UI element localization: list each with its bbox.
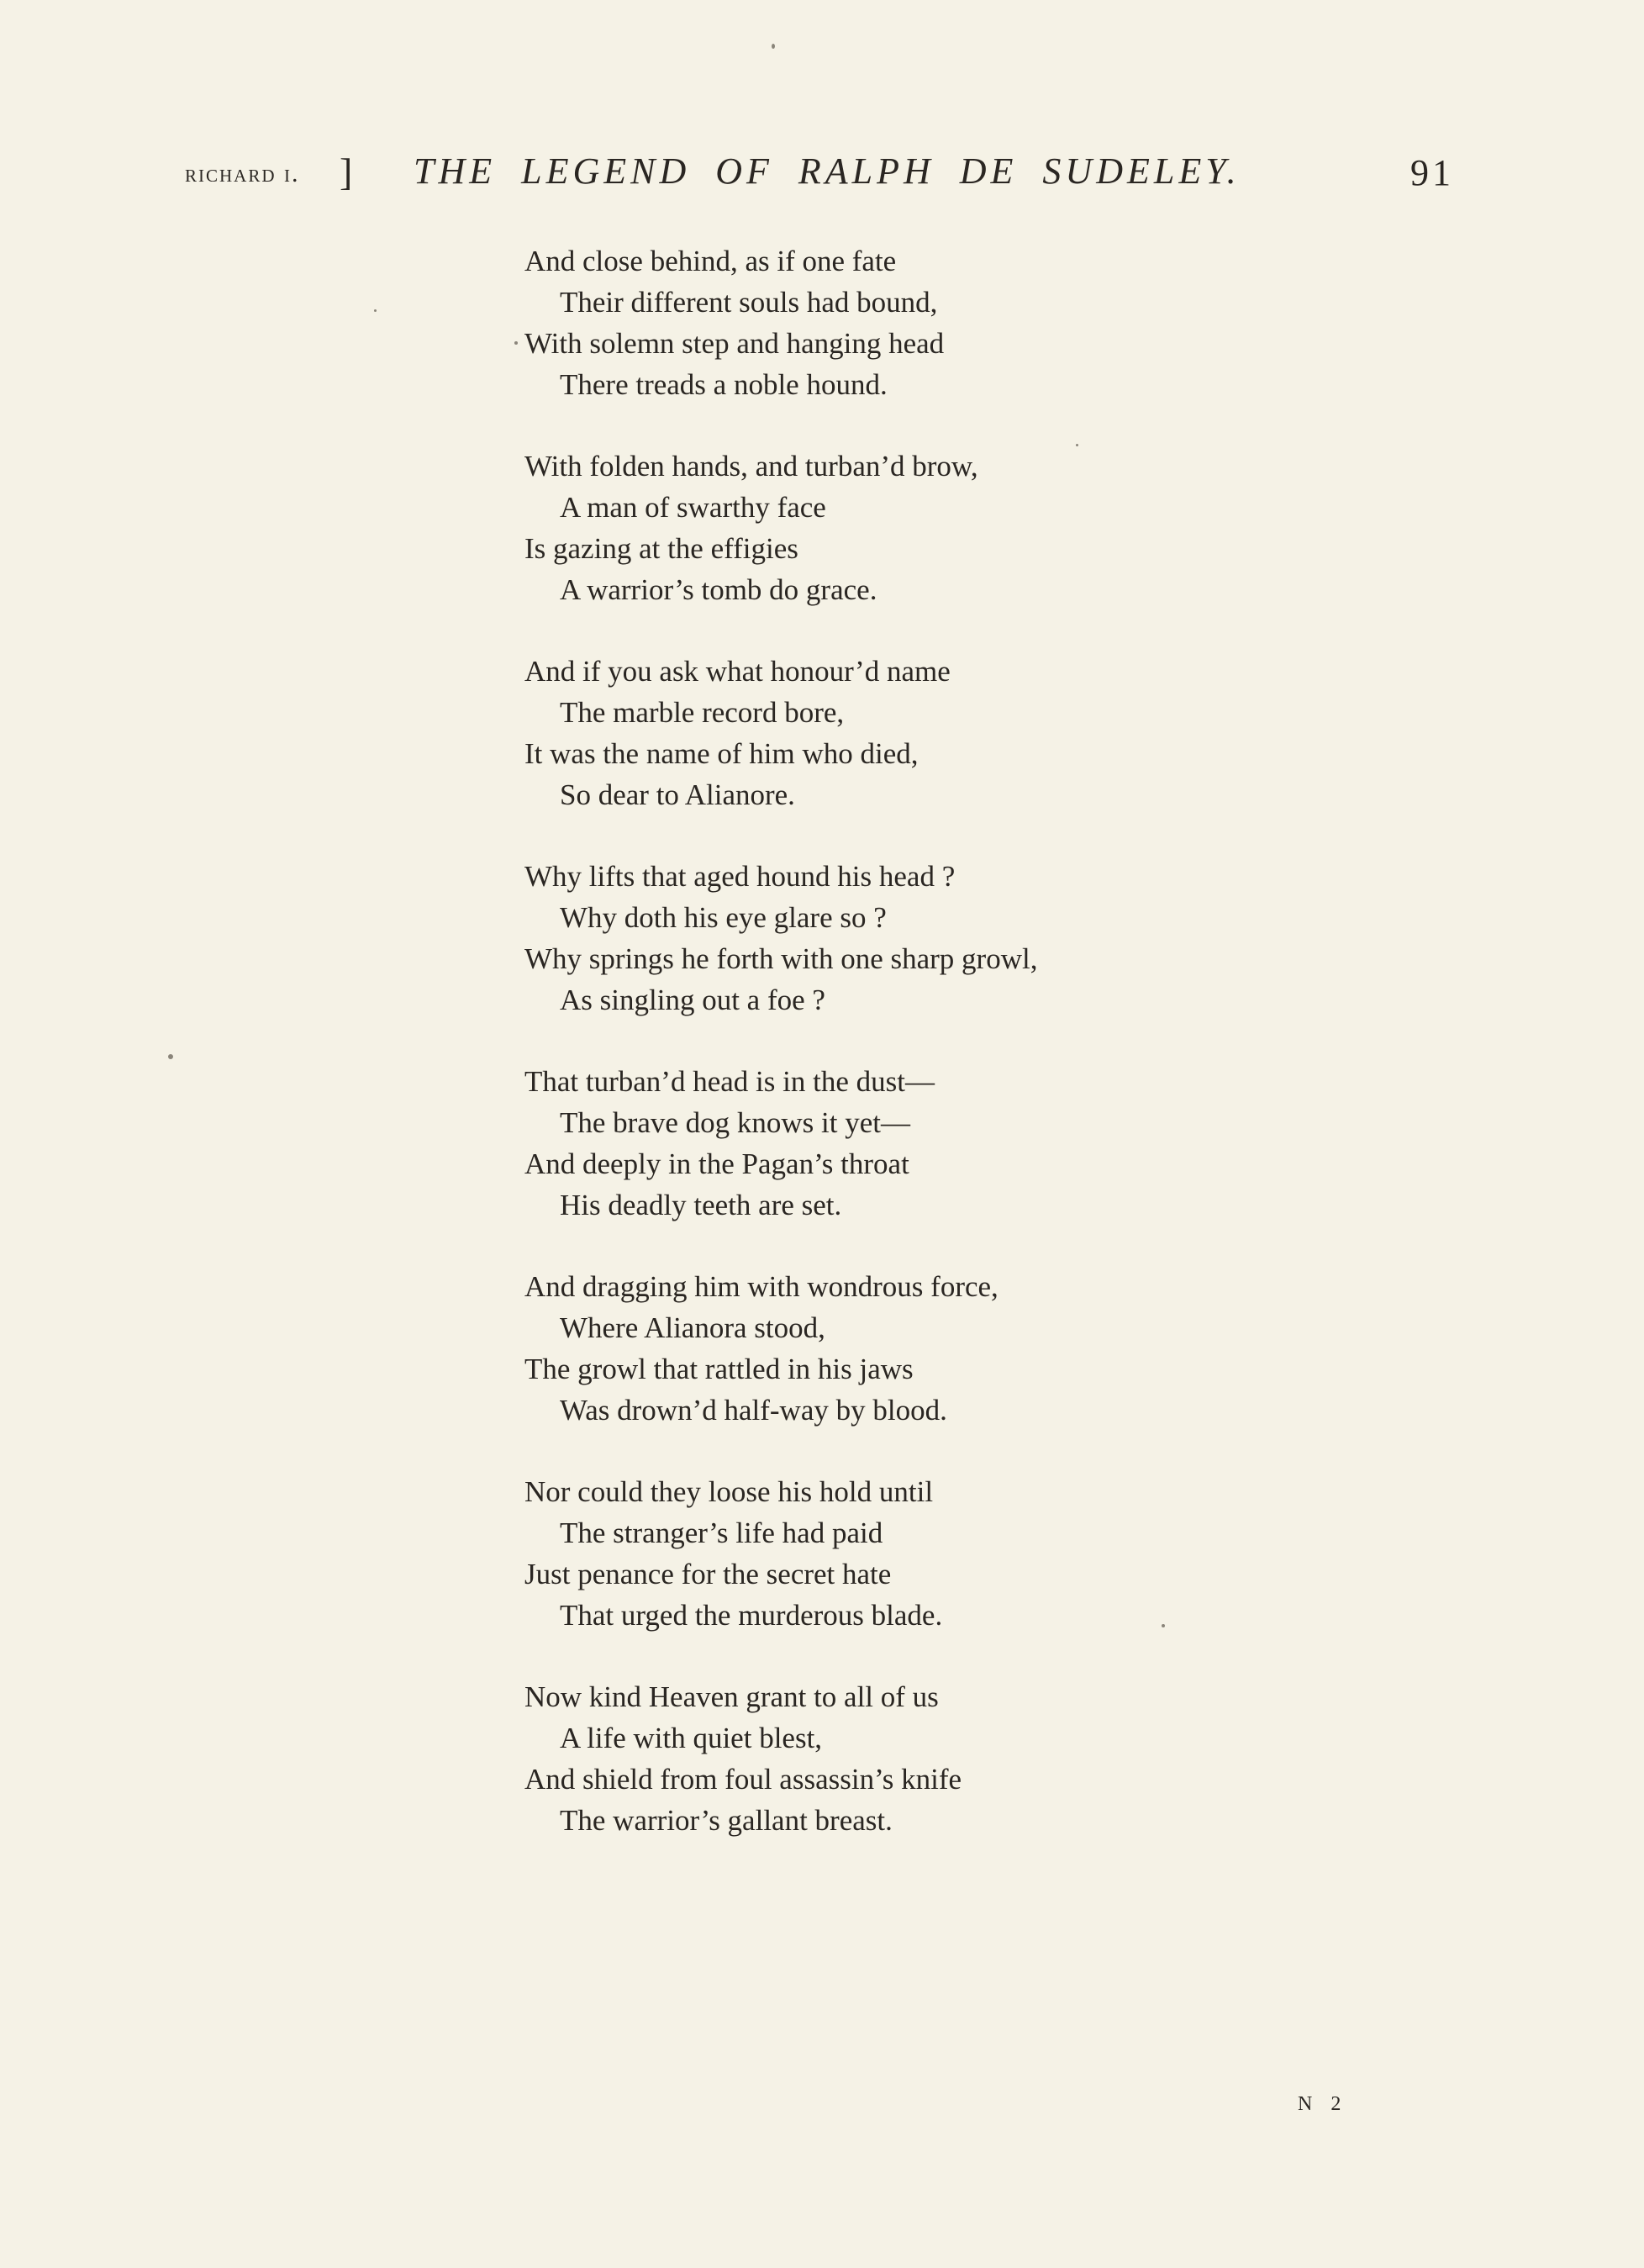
poem-line: Just penance for the secret hate: [524, 1558, 892, 1590]
poem-line: The growl that rattled in his jaws: [524, 1353, 914, 1385]
poem-line: The stranger’s life had paid: [560, 1516, 883, 1549]
poem-line: It was the name of him who died,: [524, 737, 919, 770]
poem-line: Why lifts that aged hound his head ?: [524, 860, 956, 893]
running-head: [0, 150, 1644, 200]
stanza: [524, 446, 1449, 610]
poem-line: The marble record bore,: [560, 696, 845, 729]
poem-line: Their different souls had bound,: [560, 286, 938, 319]
poem-line: And deeply in the Pagan’s throat: [524, 1147, 909, 1180]
poem-line: Was drown’d half-way by blood.: [560, 1394, 947, 1427]
poem-line: And close behind, as if one fate: [524, 245, 897, 277]
print-speck: [514, 341, 518, 345]
stanza: [524, 1471, 1449, 1636]
print-speck: [1162, 1624, 1165, 1627]
print-speck: [1076, 444, 1078, 446]
poem-line: The warrior’s gallant breast.: [560, 1804, 893, 1837]
print-speck: [168, 1054, 173, 1059]
running-head-section: richard i.: [185, 160, 300, 187]
poem-line: With folden hands, and turban’d brow,: [524, 450, 978, 483]
poem-line: Now kind Heaven grant to all of us: [524, 1680, 939, 1713]
poem-line: Nor could they loose his hold until: [524, 1475, 934, 1508]
stanza: [524, 1676, 1449, 1841]
poem-line: His deadly teeth are set.: [560, 1189, 842, 1221]
stanza: [524, 240, 1449, 405]
poem-line: A warrior’s tomb do grace.: [560, 573, 877, 606]
poem-line: So dear to Alianore.: [560, 778, 795, 811]
stanza: [524, 651, 1449, 815]
print-speck: [374, 309, 377, 312]
poem-line: A man of swarthy face: [560, 491, 826, 524]
poem-line: As singling out a foe ?: [560, 984, 825, 1016]
running-head-bracket: ]: [340, 150, 353, 193]
poem-line: With solemn step and hanging head: [524, 327, 945, 360]
poem-line: There treads a noble hound.: [560, 368, 888, 401]
poem-line: Why doth his eye glare so ?: [560, 901, 887, 934]
poem-line: That turban’d head is in the dust—: [524, 1065, 935, 1098]
poem-line: The brave dog knows it yet—: [560, 1106, 910, 1139]
stanza: [524, 1061, 1449, 1226]
page-number: 91: [1410, 152, 1454, 193]
stanza: [524, 856, 1449, 1021]
running-head-title: THE LEGEND OF RALPH DE SUDELEY.: [414, 150, 1241, 192]
poem-line: Where Alianora stood,: [560, 1311, 825, 1344]
poem-line: That urged the murderous blade.: [560, 1599, 943, 1632]
poem-line: And shield from foul assassin’s knife: [524, 1763, 962, 1796]
signature-mark: N 2: [1298, 2093, 1348, 2115]
stanza: [524, 1266, 1449, 1431]
poem-line: A life with quiet blest,: [560, 1722, 823, 1754]
poem-line: And dragging him with wondrous force,: [524, 1270, 999, 1303]
poem-body: [524, 240, 1449, 1881]
poem-line: And if you ask what honour’d name: [524, 655, 951, 688]
poem-line: Is gazing at the effigies: [524, 532, 798, 565]
print-speck: [772, 44, 775, 49]
poem-line: Why springs he forth with one sharp growl,: [524, 942, 1038, 975]
